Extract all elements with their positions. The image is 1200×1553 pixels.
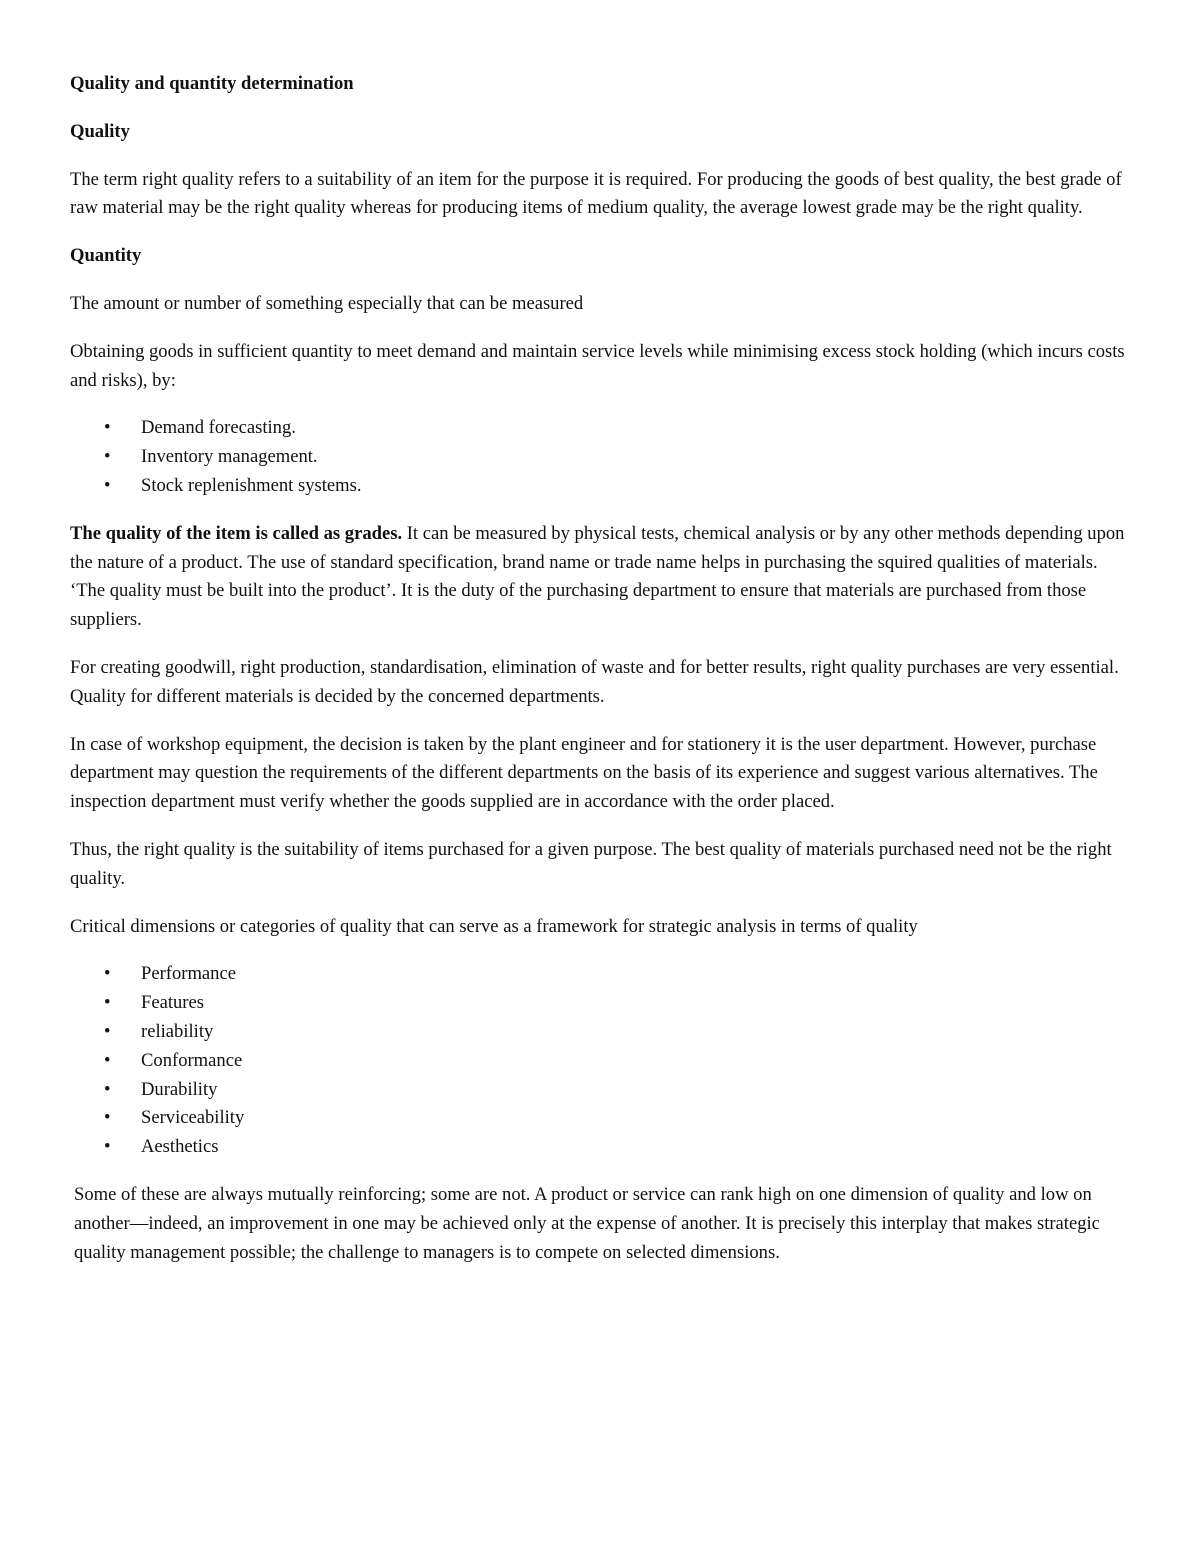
list-item (70, 472, 1132, 501)
bullet-icon: • (104, 474, 111, 496)
bullet-icon: • (104, 992, 111, 1014)
goodwill-paragraph: For creating goodwill, right production, standardisation, elimination of waste and for better results, right quality purchases are very essential. Quality for different materials is decided by the concerned departments. (70, 656, 1119, 707)
bullet-icon: • (104, 446, 111, 468)
list-item (70, 1133, 1132, 1162)
critical-paragraph: Critical dimensions or categories of quality that can serve as a framework for strategic analysis in terms of quality (70, 915, 918, 937)
document-title: Quality and quantity determination (70, 73, 354, 94)
workshop-paragraph: In case of workshop equipment, the decision is taken by the plant engineer and for stationery it is the user department. However, purchase department may question the requirements of the different departments on the basis of its experience and suggest various alternatives. The inspection department must verify whether the goods supplied are in accordance with the order placed. (70, 733, 1098, 813)
list-item (70, 443, 1132, 472)
thus-paragraph: Thus, the right quality is the suitability of items purchased for a given purpose. The best quality of materials purchased need not be the right quality. (70, 838, 1112, 889)
list-item-text: Performance (141, 963, 236, 985)
list-item-text: Serviceability (141, 1107, 245, 1129)
bullet-icon: • (104, 1136, 111, 1158)
quality-heading: Quality (70, 120, 130, 142)
grades-lead: The quality of the item is called as grades. (70, 522, 403, 544)
document-page (70, 70, 1132, 1286)
list-item-text: Stock replenishment systems. (141, 474, 362, 496)
grades-text: It can be measured by physical tests, chemical analysis or by any other methods depending upon the nature of a product. The use of standard specification, brand name or trade name helps in purchasing the squired qualities of materials. ‘The quality must be built into the product’. It is the duty of the purchasing department to ensure that materials are purchased from those suppliers. (70, 522, 1125, 631)
bullet-icon: • (104, 1020, 111, 1042)
list-item-text: Inventory management. (141, 446, 318, 468)
list-item-text: Features (141, 992, 204, 1014)
bullet-icon: • (104, 1078, 111, 1100)
bullet-icon: • (104, 417, 111, 439)
quantity-heading: Quantity (70, 245, 142, 267)
list-item (70, 989, 1132, 1018)
list-item (70, 1104, 1132, 1133)
quantity-list (70, 414, 1132, 500)
bullet-icon: • (104, 963, 111, 985)
bullet-icon: • (104, 1107, 111, 1129)
dimensions-list (70, 960, 1132, 1162)
list-item (70, 1047, 1132, 1076)
quality-paragraph: The term right quality refers to a suitability of an item for the purpose it is required. For producing the goods of best quality, the best grade of raw material may be the right quality whereas for producing items of medium quality, the average lowest grade may be the right quality. (70, 168, 1122, 219)
bullet-icon: • (104, 1049, 111, 1071)
list-item-text: Aesthetics (141, 1136, 219, 1158)
list-item (70, 1076, 1132, 1105)
quantity-definition: The amount or number of something especially that can be measured (70, 292, 584, 314)
list-item-text: Demand forecasting. (141, 417, 296, 439)
closing-paragraph: Some of these are always mutually reinforcing; some are not. A product or service can rank high on one dimension of quality and low on another—indeed, an improvement in one may be achieved only at the expense of another. It is precisely this interplay that makes strategic quality management possible; the challenge to managers is to compete on selected dimensions. (74, 1183, 1100, 1263)
list-item-text: Conformance (141, 1049, 243, 1071)
list-item (70, 960, 1132, 989)
grades-paragraph (70, 520, 1132, 635)
list-item-text: Durability (141, 1078, 218, 1100)
quantity-paragraph: Obtaining goods in sufficient quantity to meet demand and maintain service levels while minimising excess stock holding (which incurs costs and risks), by: (70, 340, 1125, 391)
list-item (70, 414, 1132, 443)
list-item (70, 1018, 1132, 1047)
list-item-text: reliability (141, 1020, 214, 1042)
